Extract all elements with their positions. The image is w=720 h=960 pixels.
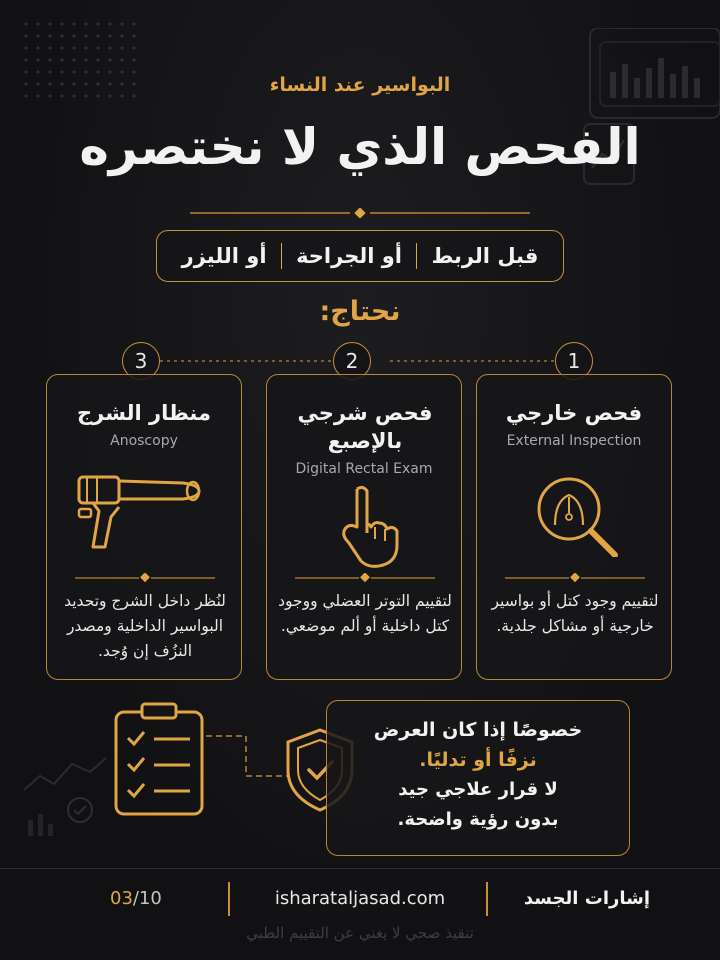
card-title: فحص شرجي بالإصبع xyxy=(297,401,433,453)
step-number-3: 3 xyxy=(122,342,160,380)
note-line-2: نزفًا أو تدليًا. xyxy=(419,749,537,771)
anoscope-icon xyxy=(73,467,213,557)
brand-name: إشارات الجسد xyxy=(523,888,650,909)
title-divider xyxy=(190,208,530,218)
dashed-connector xyxy=(206,730,290,786)
pill-item-laser: أو الليزر xyxy=(181,244,267,268)
disclaimer-text: تنقيذ صحي لا يغني عن التقييم الطبي xyxy=(246,924,474,942)
note-line-4: بدون رؤية واضحة. xyxy=(397,809,559,830)
page-current: 03 xyxy=(110,888,133,909)
step-card-digital-rectal-exam xyxy=(266,374,462,680)
card-divider xyxy=(295,573,435,583)
page-subtitle: البواسير عند النساء xyxy=(269,74,451,96)
pill-item-ligation: قبل الربط xyxy=(431,244,539,268)
card-subtitle-en: Anoscopy xyxy=(110,433,178,449)
checklist-clipboard-icon xyxy=(112,702,208,818)
step-number-1: 1 xyxy=(555,342,593,380)
need-label: نحتاج: xyxy=(319,296,401,327)
note-line-1: خصوصًا إذا كان العرض xyxy=(373,719,583,741)
card-description: لتقييم التوتر العضلي ووجود كتل داخلية أو ألم موضعي. xyxy=(278,592,452,635)
important-note-box xyxy=(326,700,630,856)
step-card-external-inspection xyxy=(476,374,672,680)
card-title: منظار الشرج xyxy=(77,401,211,425)
magnifier-icon xyxy=(515,467,635,557)
note-line-3: لا قرار علاجي جيد xyxy=(398,779,558,800)
card-description: لنُظر داخل الشرج وتحديد البواسير الداخلية ومصدر النزُف إن وُجد. xyxy=(64,592,226,660)
card-subtitle-en: Digital Rectal Exam xyxy=(295,461,433,477)
footer xyxy=(0,880,720,922)
gloved-finger-icon xyxy=(305,483,425,573)
pill-separator xyxy=(281,243,283,269)
footer-separator xyxy=(486,882,488,916)
card-description: لتقييم وجود كتل أو بواسير خارجية أو مشاكل جلدية. xyxy=(491,592,659,635)
website-link[interactable]: isharataljasad.com xyxy=(274,888,446,909)
step-card-anoscopy xyxy=(46,374,242,680)
page-total: /10 xyxy=(132,888,162,909)
card-title: فحص خارجي xyxy=(505,401,643,425)
pill-separator xyxy=(416,243,418,269)
trend-decoration-icon xyxy=(20,750,110,840)
footer-divider xyxy=(0,868,720,869)
step-number-2: 2 xyxy=(333,342,371,380)
card-divider xyxy=(505,573,645,583)
pill-item-surgery: أو الجراحة xyxy=(296,244,402,268)
card-divider xyxy=(75,573,215,583)
procedures-pill xyxy=(156,230,564,282)
page-title: الفحص الذي لا نختصره xyxy=(79,118,641,176)
card-subtitle-en: External Inspection xyxy=(506,433,642,449)
